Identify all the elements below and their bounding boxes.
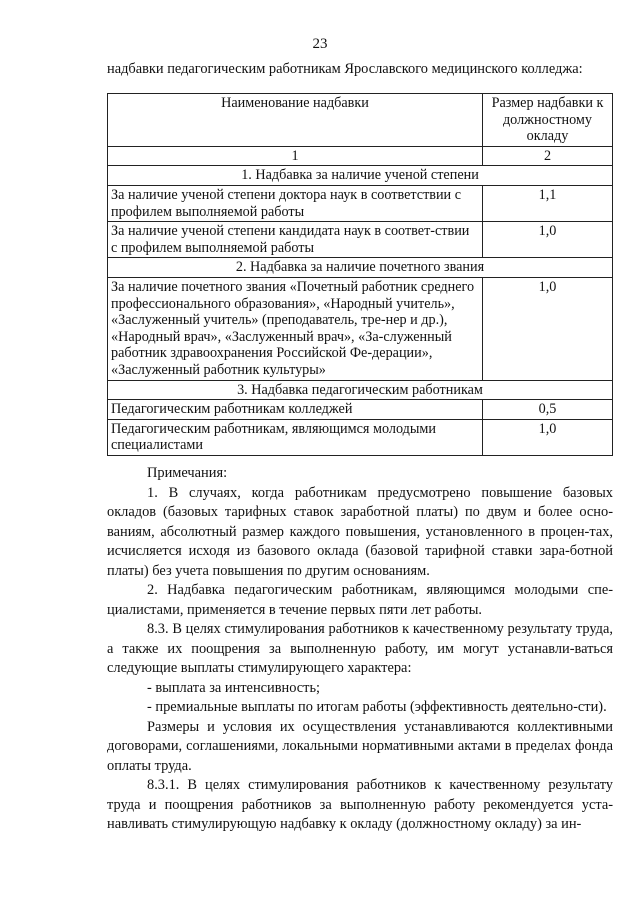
group-title-row (108, 166, 613, 186)
notes-heading: Примечания: (147, 465, 228, 481)
column-number-1: 1 (108, 146, 483, 166)
note-item-1: 1. В случаях, когда работникам предусмотрено повышение базовых окладов (базовых тарифных ставок заработной платы) по двум и более осно-ваниям, абсолютный размер каждого повышения, установленного в процен-тах, исчисляется исходя из базового оклада (базовой тарифной ставки зара-ботной платы) без учета повышения по другим основаниям. (107, 484, 613, 579)
allowance-value: 0,5 (483, 400, 613, 420)
allowance-value: 1,0 (483, 222, 613, 258)
group-title: 1. Надбавка за наличие ученой степени (108, 166, 613, 186)
table-number-row (108, 146, 613, 166)
notes-block (107, 464, 613, 620)
header-name-cell: Наименование надбавки (108, 94, 483, 147)
table-header-row (108, 94, 613, 147)
group-title-row (108, 380, 613, 400)
note-item-2: 2. Надбавка педагогическим работникам, являющимся молодыми спе-циалистами, применяется в течение первых пяти лет работы. (107, 582, 613, 618)
allowance-value: 1,0 (483, 419, 613, 455)
table-row (108, 277, 613, 380)
table-row (108, 400, 613, 420)
table-row (108, 419, 613, 455)
group-title-row (108, 258, 613, 278)
header-size-cell: Размер надбавки к должностному окладу (483, 94, 613, 147)
table-row (108, 222, 613, 258)
page-number: 23 (312, 36, 328, 52)
list-item: - выплата за интенсивность; (147, 679, 321, 696)
list-item: - премиальные выплаты по итогам работы (эффективность деятельно-сти). (147, 699, 607, 715)
group-title: 3. Надбавка педагогическим работникам (108, 380, 613, 400)
allowance-name: За наличие ученой степени кандидата наук в соответ-ствии с профилем выполняемой работы (108, 222, 483, 258)
allowance-name: Педагогическим работникам колледжей (108, 400, 483, 420)
allowance-value: 1,1 (483, 185, 613, 221)
allowance-name: Педагогическим работникам, являющимся молодыми специалистами (108, 419, 483, 455)
intro-line: надбавки педагогическим работникам Ярославского медицинского колледжа: (107, 61, 583, 77)
allowance-table (107, 93, 613, 456)
paragraph-8-3-1: 8.3.1. В целях стимулирования работников к качественному результату труда и поощрения работников за выполненную работу рекомендуется уста-навливать стимулирующую надбавку к окладу (должностному окладу) за ин- (107, 777, 613, 832)
paragraph-8-3: 8.3. В целях стимулирования работников к качественному результату труда, а также их поощрения за выполненную работу, им могут устанавли-ваться следующие выплаты стимулирующего характера: (107, 621, 613, 676)
group-title: 2. Надбавка за наличие почетного звания (108, 258, 613, 278)
table-row (108, 185, 613, 221)
column-number-2: 2 (483, 146, 613, 166)
allowance-name: За наличие ученой степени доктора наук в соответствии с профилем выполняемой работы (108, 185, 483, 221)
allowance-value: 1,0 (483, 277, 613, 380)
paragraph-sizes: Размеры и условия их осуществления устанавливаются коллективными договорами, соглашениями, локальными нормативными актами в пределах фонда оплаты труда. (107, 718, 613, 774)
allowance-name: За наличие почетного звания «Почетный работник среднего профессионального образования», «Народный учитель», «Заслуженный учитель» (преподаватель, тре-нер и др.), «Народный врач», «Заслуженный врач», «За-служенный работник здравоохранения Российской Фе-дерации», «Заслуженный работник культуры» (108, 277, 483, 380)
section-8-3 (107, 620, 613, 835)
